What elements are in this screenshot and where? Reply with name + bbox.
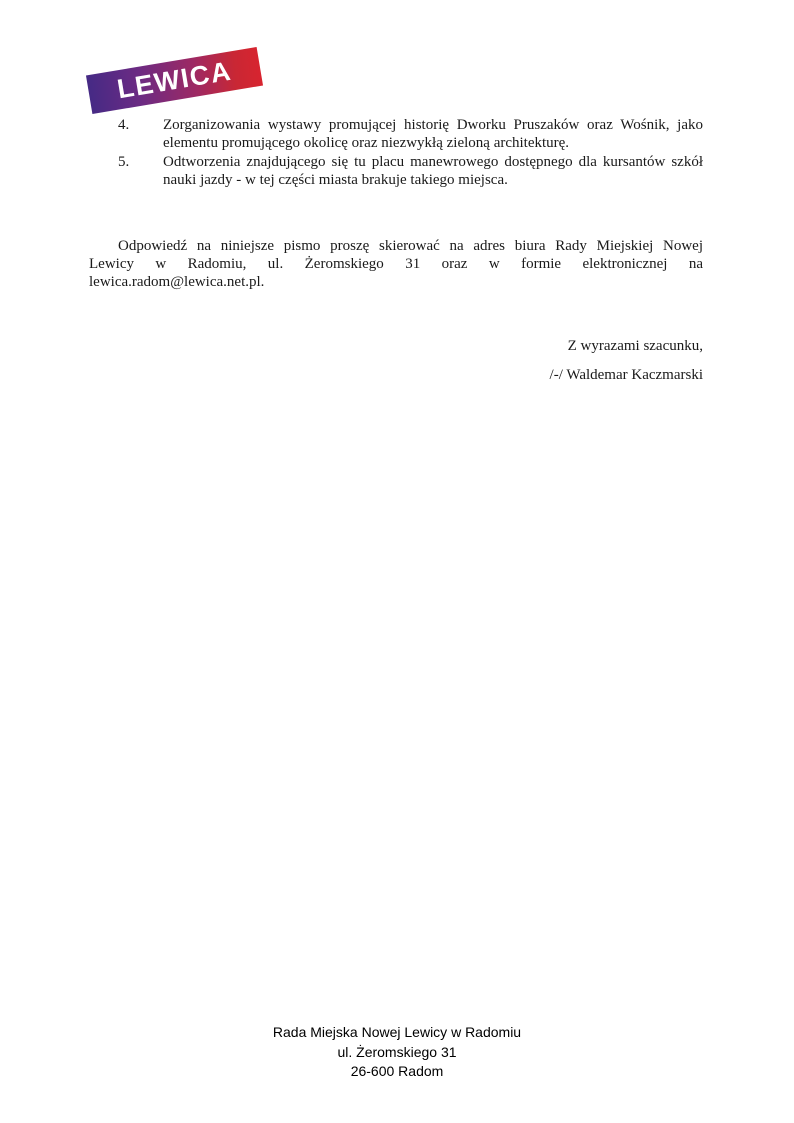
list-item-number: 5. bbox=[118, 153, 130, 170]
letter-body bbox=[89, 116, 703, 385]
list-item-number: 4. bbox=[118, 117, 130, 133]
footer-line-street: ul. Żeromskiego 31 bbox=[337, 1043, 457, 1060]
paragraph-line: Lewicy w Radomiu, ul. Żeromskiego 31 oraz w formie elektronicznej na bbox=[89, 256, 703, 273]
footer-line-organization: Rada Miejska Nowej Lewicy w Radomiu bbox=[272, 1024, 522, 1040]
list-item bbox=[89, 153, 703, 190]
signature-text: /-/ Waldemar Kaczmarski bbox=[549, 367, 703, 384]
list-item-text-line: Odtworzenia znajdującego się tu placu manewrowego dostępnego dla kursantów szkół bbox=[163, 153, 703, 170]
footer-address bbox=[0, 1023, 794, 1082]
list-item-text-line: nauki jazdy - w tej części miasta brakuje takiego miejsca. bbox=[163, 172, 508, 189]
lewica-logo bbox=[86, 47, 263, 114]
closing-paragraph bbox=[89, 237, 703, 292]
list-item-text-line: elementu promującego okolicę oraz niezwykłą zieloną architekturę. bbox=[163, 135, 570, 152]
list-item-text-line: Zorganizowania wystawy promującej historię Dworku Pruszaków oraz Wośnik, jako bbox=[163, 117, 703, 133]
lewica-logo-text: LEWICA bbox=[114, 55, 234, 105]
list-item bbox=[89, 116, 703, 153]
footer-line-city: 26-600 Radom bbox=[350, 1063, 444, 1079]
closing-block bbox=[89, 337, 703, 385]
paragraph-line-email: lewica.radom@lewica.net.pl. bbox=[89, 274, 265, 291]
paragraph-line: Odpowiedź na niniejsze pismo proszę skierować na adres biura Rady Miejskiej Nowej bbox=[118, 237, 703, 254]
salutation-text: Z wyrazami szacunku, bbox=[567, 337, 703, 354]
numbered-list bbox=[89, 116, 703, 190]
